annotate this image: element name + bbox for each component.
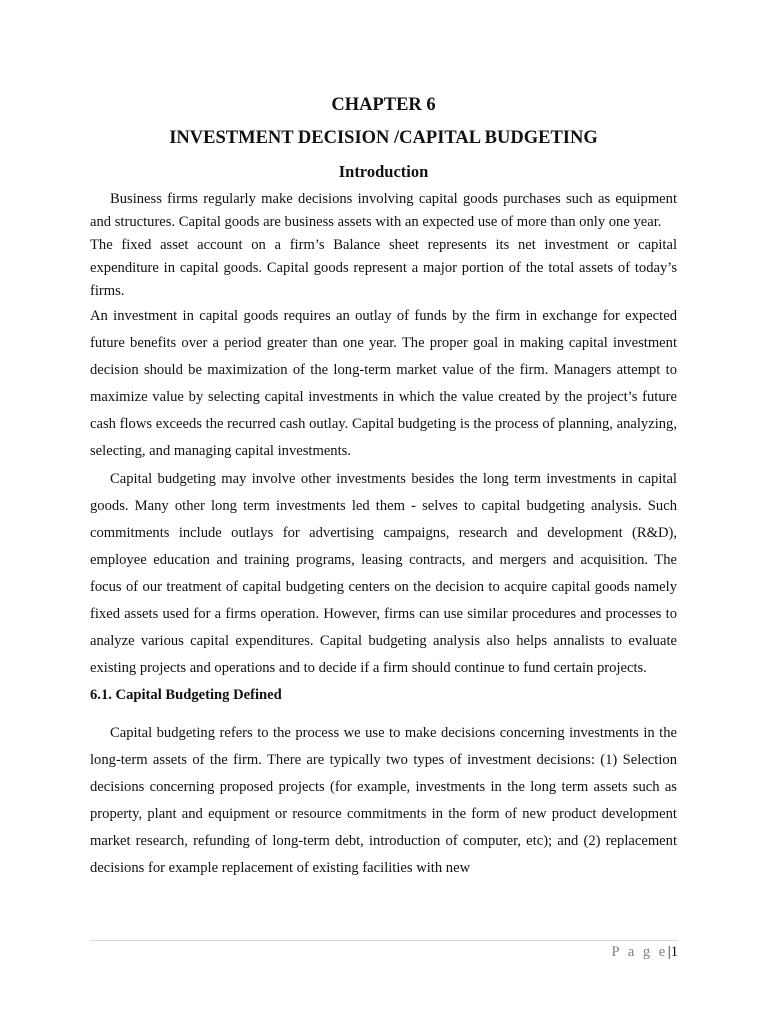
intro-paragraph-2: The fixed asset account on a firm’s Balance sheet represents its net investment or capital expenditure in capital goods. Capital goods represent a major portion of the total assets of today’s firms. <box>90 237 677 299</box>
chapter-title: INVESTMENT DECISION /CAPITAL BUDGETING <box>169 128 598 148</box>
intro-paragraph-4: Capital budgeting may involve other investments besides the long term investments in capital goods. Many other long term investments led them - selves to capital budgeting analysis. Such commitments include outlays for advertising campaigns, research and development (R&D), employee education and training programs, leasing contracts, and mergers and acquisition. The focus of our treatment of capital budgeting centers on the decision to acquire capital goods namely fixed assets used for a firms operation. However, firms can use similar procedures and processes to analyze various capital expenditures. Capital budgeting analysis also helps annalists to evaluate existing projects and operations and to decide if a firm should continue to fund certain projects. <box>90 471 677 676</box>
page-label: P a g e <box>611 944 668 960</box>
intro-paragraph-1: Business firms regularly make decisions involving capital goods purchases such as equipment and structures. Capital goods are business assets with an expected use of more than only one year. <box>90 191 677 230</box>
page-separator: | <box>667 944 671 960</box>
document-body <box>90 90 677 882</box>
page-footer <box>612 941 679 963</box>
footer-divider <box>90 940 678 941</box>
chapter-heading: CHAPTER 6 <box>331 95 436 115</box>
section-heading-6-1: 6.1. Capital Budgeting Defined <box>90 687 282 703</box>
page-number: 1 <box>670 944 678 960</box>
intro-paragraph-3: An investment in capital goods requires an outlay of funds by the firm in exchange for expected future benefits over a period greater than one year. The proper goal in making capital investment decision should be maximization of the long-term market value of the firm. Managers attempt to maximize value by selecting capital investments in which the value created by the project’s future cash flows exceeds the recurred cash outlay. Capital budgeting is the process of planning, analyzing, selecting, and managing capital investments. <box>90 308 677 459</box>
introduction-heading: Introduction <box>338 162 429 181</box>
section-paragraph: Capital budgeting refers to the process we use to make decisions concerning investments in the long-term assets of the firm. There are typically two types of investment decisions: (1) Selection decisions concerning proposed projects (for example, investments in the long term assets such as property, plant and equipment or resource commitments in the form of new product development market research, refunding of long-term debt, introduction of computer, etc); and (2) replacement decisions for example replacement of existing facilities with new <box>90 725 677 876</box>
